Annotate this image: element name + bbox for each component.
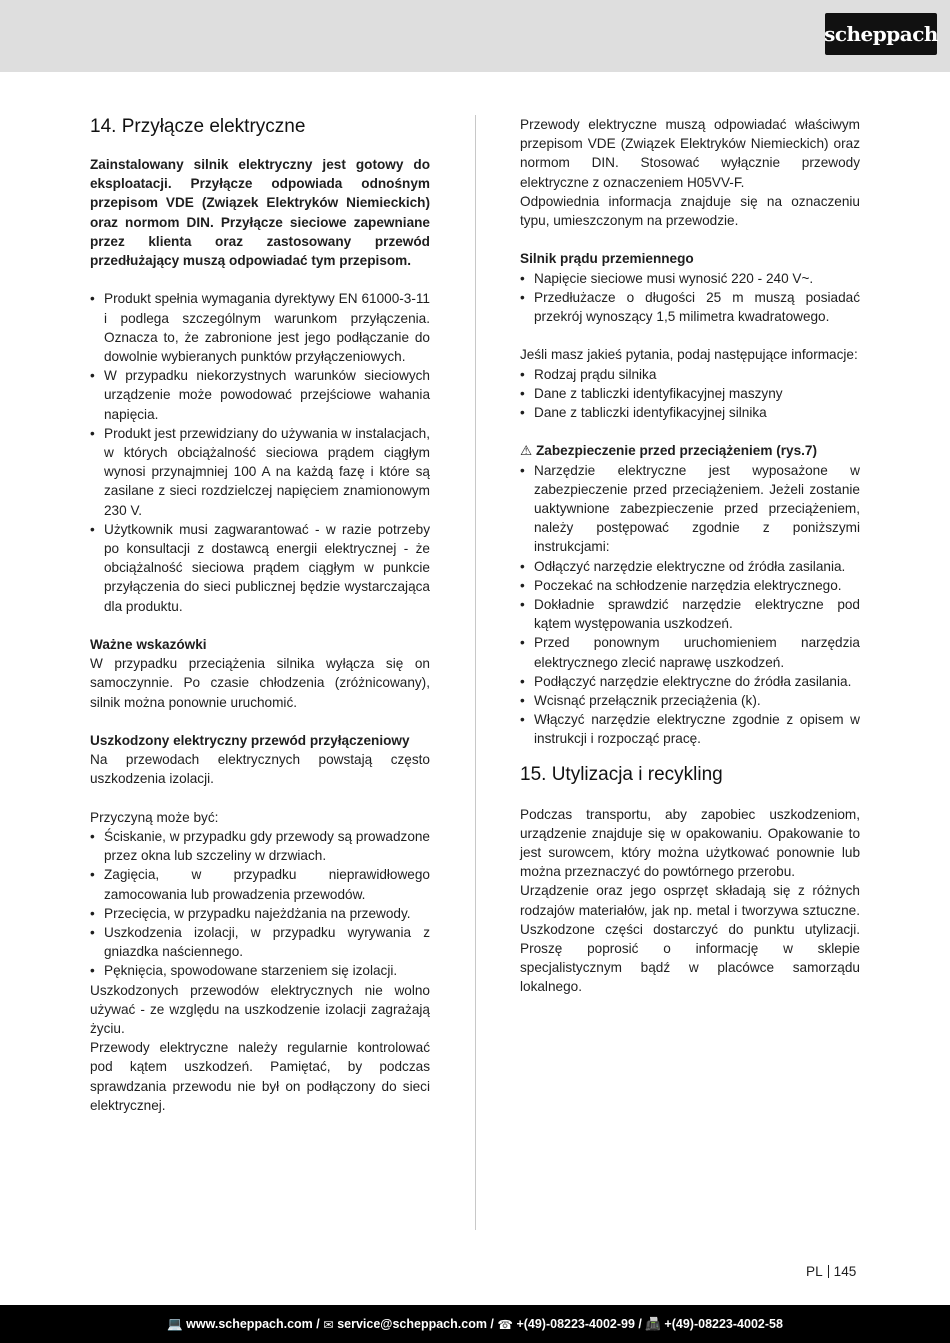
overload-protection-title bbox=[520, 441, 860, 460]
footer-bar bbox=[0, 1305, 950, 1343]
email-link[interactable]: service@scheppach.com bbox=[337, 1317, 487, 1331]
recycling-paragraph-1: Podczas transportu, aby zapobiec uszkodzeniom, urządzenie znajduje się w opakowaniu. Opakowanie to jest surowcem, który można użytkować ponownie lub można przeznaczyć do powtórnego przerobu. bbox=[520, 806, 860, 880]
header-band bbox=[0, 0, 950, 72]
causes-intro: Przyczyną może być: bbox=[90, 809, 219, 825]
list-item: • Narzędzie elektryczne jest wyposażone w zabezpieczenie przed przeciążeniem. Jeżeli zostanie uaktywnione zabezpieczenie przed przeciążeniem, należy postępować zgodnie z poniższymi instrukcjami: bbox=[520, 461, 860, 557]
causes-list bbox=[90, 827, 430, 981]
section-15-heading: 15. Utylizacja i recykling bbox=[520, 763, 723, 785]
list-item: • Przedłużacze o długości 25 m muszą posiadać przekrój wynoszący 1,5 milimetra kwadratowego. bbox=[520, 288, 860, 326]
cable-inspection-text: Przewody elektryczne należy regularnie kontrolować pod kątem uszkodzeń. Pamiętać, by podczas sprawdzania przewodu nie był on podłączony do sieci elektrycznej. bbox=[90, 1040, 430, 1113]
list-item: • Zagięcia, w przypadku nieprawidłowego zamocowania lub prowadzenia przewodów. bbox=[90, 865, 430, 903]
list-item: • Uszkodzenia izolacji, w przypadku wyrywania z gniazdka naściennego. bbox=[90, 923, 430, 961]
list-item: • Poczekać na schłodzenie narzędzia elektrycznego. bbox=[520, 576, 860, 595]
separator: / bbox=[486, 1317, 498, 1331]
page-number-value: 145 bbox=[833, 1264, 857, 1279]
right-column bbox=[520, 115, 860, 997]
list-item: • Przed ponownym uruchomieniem narzędzia elektrycznego zlecić naprawę uszkodzeń. bbox=[520, 633, 860, 671]
ac-motor-list bbox=[520, 269, 860, 327]
list-item: • Użytkownik musi zagwarantować - w razie potrzeby po konsultacji z dostawcą energii elektrycznej - że obciążalność sieciowa prądem ciągłym w punkcie przyłączenia do sieci publicznej będzie wystarczająca dla produktu. bbox=[90, 520, 430, 616]
overload-list bbox=[520, 461, 860, 749]
ac-motor-title: Silnik prądu przemiennego bbox=[520, 251, 694, 267]
recycling-paragraph-2: Urządzenie oraz jego osprzęt składają się z różnych rodzajów materiałów, jak np. metal i tworzywa sztuczne. Uszkodzone części dostarczyć do punktu utylizacji. Proszę poprosić o informację w sklepie specjalistycznym bądź w placówce samorządu lokalnego. bbox=[520, 883, 860, 995]
mail-icon: ✉ bbox=[323, 1317, 334, 1332]
section-14-heading: 14. Przyłącze elektryczne bbox=[90, 116, 306, 137]
list-item: • Napięcie sieciowe musi wynosić 220 - 240 V~. bbox=[520, 269, 860, 288]
important-notes-title: Ważne wskazówki bbox=[90, 637, 207, 653]
list-item: • Produkt spełnia wymagania dyrektywy EN 61000-3-11 i podlega szczególnym warunkom przyłączenia. Oznacza to, że zabronione jest jego podłączanie do dowolnie wybieranych punktów przyłączeniowych. bbox=[90, 289, 430, 366]
phone-icon: ☎ bbox=[497, 1317, 513, 1332]
fax-number: +(49)-08223-4002-58 bbox=[664, 1317, 783, 1331]
left-column bbox=[90, 115, 430, 1115]
damaged-cable-title: Uszkodzony elektryczny przewód przyłączeniowy bbox=[90, 733, 410, 749]
list-item: • Dane z tabliczki identyfikacyjnej maszyny bbox=[520, 384, 860, 403]
website-link[interactable]: www.scheppach.com bbox=[186, 1317, 313, 1331]
damaged-cable-text: Na przewodach elektrycznych powstają często uszkodzenia izolacji. bbox=[90, 752, 430, 787]
list-item: • Włączyć narzędzie elektryczne zgodnie z opisem w instrukcji i rozpocząć pracę. bbox=[520, 710, 860, 748]
damaged-cable-warning: Uszkodzonych przewodów elektrycznych nie wolno używać - ze względu na uszkodzenie izolacji zagrażają życiu. bbox=[90, 982, 430, 1037]
list-item: • Podłączyć narzędzie elektryczne do źródła zasilania. bbox=[520, 672, 860, 691]
list-item: • Pęknięcia, spowodowane starzeniem się izolacji. bbox=[90, 961, 430, 980]
list-item: • Produkt jest przewidziany do używania w instalacjach, w których obciążalność sieciowa prądem ciągłym wynosi przynajmniej 100 A na każdą fazę i które są zasilane z sieci rozdzielczej napięciem znamionowym 230 V. bbox=[90, 424, 430, 520]
warning-icon: ⚠ bbox=[520, 443, 533, 459]
cable-requirements-text: Przewody elektryczne muszą odpowiadać właściwym przepisom VDE (Związek Elektryków Niemieckich) oraz normom DIN. Stosować wyłącznie przewody elektryczne z oznaczeniem H05VV-F. bbox=[520, 117, 860, 190]
page-number bbox=[806, 1264, 856, 1279]
list-item: • Ściskanie, w przypadku gdy przewody są prowadzone przez okna lub szczeliny w drzwiach. bbox=[90, 827, 430, 865]
list-item: • W przypadku niekorzystnych warunków sieciowych urządzenie może powodować przejściowe wahania napięcia. bbox=[90, 366, 430, 424]
questions-list bbox=[520, 365, 860, 423]
list-item: • Odłączyć narzędzie elektryczne od źródła zasilania. bbox=[520, 557, 860, 576]
computer-icon: 💻 bbox=[167, 1316, 183, 1331]
language-code: PL bbox=[806, 1264, 823, 1279]
questions-intro: Jeśli masz jakieś pytania, podaj następujące informacje: bbox=[520, 347, 858, 363]
list-item: • Wcisnąć przełącznik przeciążenia (k). bbox=[520, 691, 860, 710]
list-item: • Przecięcia, w przypadku najeżdżania na przewody. bbox=[90, 904, 430, 923]
overload-title-text: Zabezpieczenie przed przeciążeniem (rys.7) bbox=[535, 443, 818, 459]
important-notes-text: W przypadku przeciążenia silnika wyłącza się on samoczynnie. Po czasie chłodzenia (zróżnicowany), silnik można ponownie uruchomić. bbox=[90, 656, 430, 710]
scheppach-logo: scheppach bbox=[825, 13, 937, 55]
list-item: • Dokładnie sprawdzić narzędzie elektryczne pod kątem występowania uszkodzeń. bbox=[520, 595, 860, 633]
fax-icon: 📠 bbox=[645, 1316, 661, 1331]
separator: / bbox=[312, 1317, 324, 1331]
separator: / bbox=[634, 1317, 646, 1331]
list-item: • Dane z tabliczki identyfikacyjnej silnika bbox=[520, 403, 860, 422]
intro-paragraph: Zainstalowany silnik elektryczny jest gotowy do eksploatacji. Przyłącze odpowiada odnośnym przepisom VDE (Związek Elektryków Niemieckich) oraz normom DIN. Przyłącze sieciowe zapewniane przez klienta oraz zastosowany przewód przedłużający muszą odpowiadać tym przepisom. bbox=[90, 157, 430, 269]
requirements-list bbox=[90, 289, 430, 615]
column-divider bbox=[475, 115, 476, 1230]
cable-label-text: Odpowiednia informacja znajduje się na oznaczeniu typu, umieszczonym na przewodzie. bbox=[520, 193, 860, 229]
list-item: • Rodzaj prądu silnika bbox=[520, 365, 860, 384]
phone-number: +(49)-08223-4002-99 bbox=[516, 1317, 635, 1331]
